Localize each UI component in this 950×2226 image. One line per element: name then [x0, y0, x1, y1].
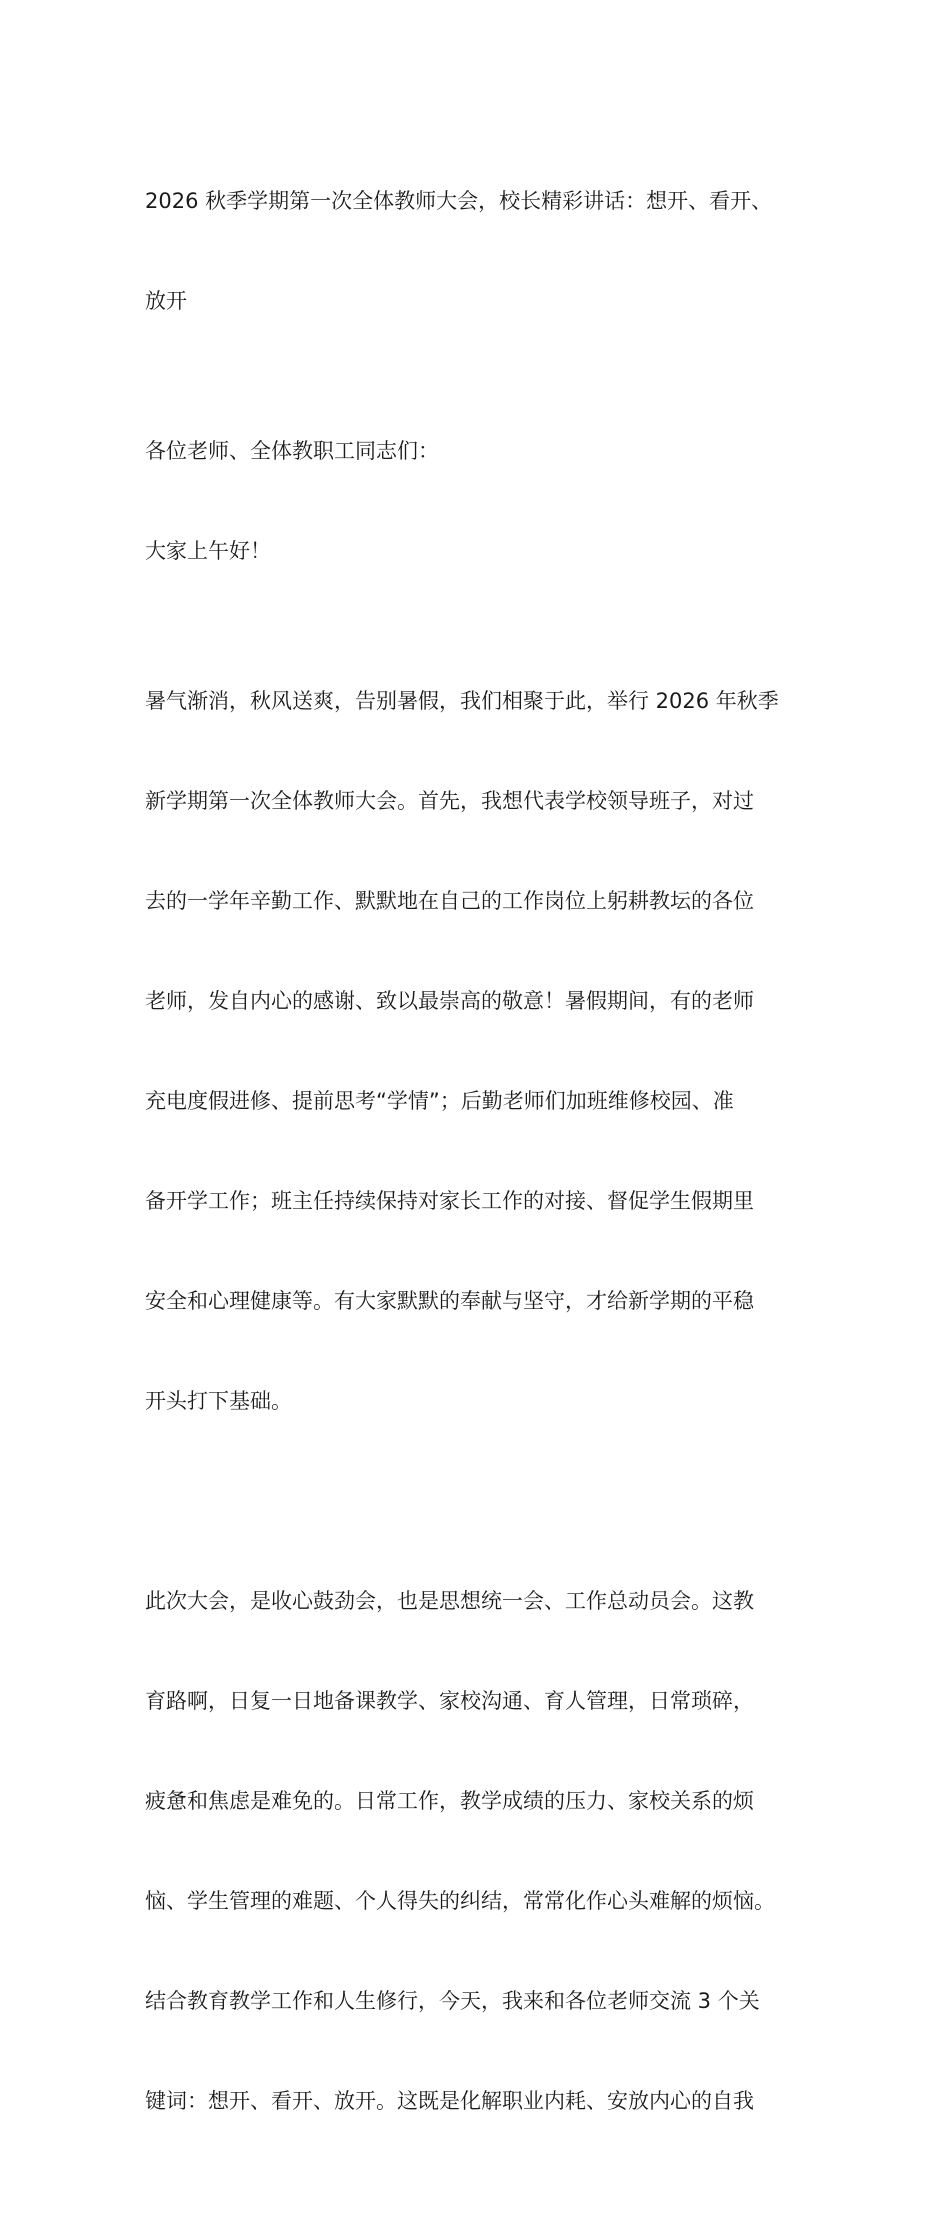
document-title: [145, 126, 825, 376]
greeting: 大家上午好！: [145, 539, 271, 563]
text-line: 恼、学生管理的难题、个人得失的纠结，常常化作心头难解的烦恼。: [145, 1889, 775, 1913]
text-line: 去的一学年辛勤工作、默默地在自己的工作岗位上躬耕教坛的各位: [145, 889, 754, 913]
text-line: 结合教育教学工作和人生修行，今天，我来和各位老师交流 3 个关: [145, 1989, 760, 2013]
text-line: 备开学工作；班主任持续保持对家长工作的对接、督促学生假期里: [145, 1189, 754, 1213]
paragraph-purpose: [145, 1526, 825, 2176]
text-line: 键词：想开、看开、放开。这既是化解职业内耗、安放内心的自我: [145, 2089, 754, 2113]
text-line: 充电度假进修、提前思考“学情”；后勤老师们加班维修校园、准: [145, 1089, 734, 1113]
title-line: 放开: [145, 289, 187, 313]
text-line: 安全和心理健康等。有大家默默的奉献与坚守，才给新学期的平稳: [145, 1289, 754, 1313]
text-line: 老师，发自内心的感谢、致以最崇高的敬意！暑假期间，有的老师: [145, 989, 754, 1013]
title-line: 2026 秋季学期第一次全体教师大会，校长精彩讲话：想开、看开、: [145, 189, 773, 213]
text-line: 暑气渐消，秋风送爽，告别暑假，我们相聚于此，举行 2026 年秋季: [145, 689, 779, 713]
paragraph-opening: [145, 626, 825, 1476]
document-body: [145, 126, 825, 2226]
text-line: 疲惫和焦虑是难免的。日常工作，教学成绩的压力、家校关系的烦: [145, 1789, 754, 1813]
text-line: 开头打下基础。: [145, 1389, 292, 1413]
text-line: 育路啊，日复一日地备课教学、家校沟通、育人管理，日常琐碎，: [145, 1689, 754, 1713]
text-line: 新学期第一次全体教师大会。首先，我想代表学校领导班子，对过: [145, 789, 754, 813]
text-line: 此次大会，是收心鼓劲会，也是思想统一会、工作总动员会。这教: [145, 1589, 754, 1613]
salutation: 各位老师、全体教职工同志们：: [145, 439, 439, 463]
